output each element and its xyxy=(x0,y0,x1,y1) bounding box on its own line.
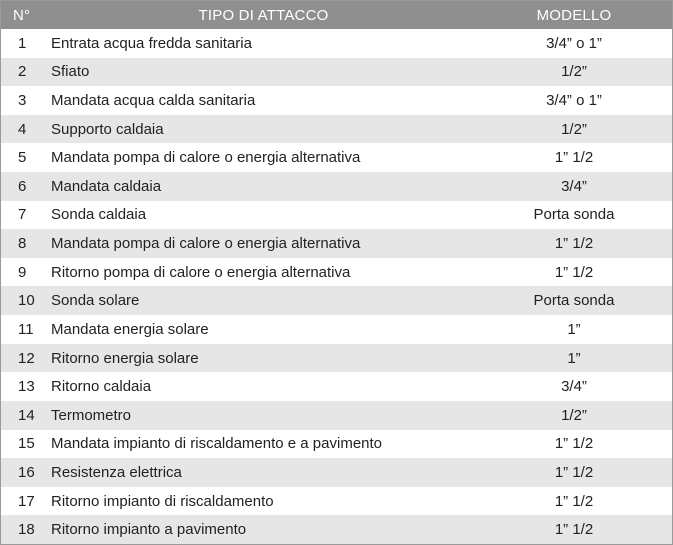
table-row xyxy=(1,286,672,315)
row-number: 14 xyxy=(1,401,51,430)
row-number: 6 xyxy=(1,172,51,201)
row-number: 3 xyxy=(1,86,51,115)
row-connection-type: Ritorno impianto di riscaldamento xyxy=(51,487,476,516)
row-number: 12 xyxy=(1,344,51,373)
row-model: 1” 1/2 xyxy=(476,229,672,258)
header-row xyxy=(1,1,672,29)
header-model: MODELLO xyxy=(476,1,672,29)
table-row xyxy=(1,401,672,430)
row-connection-type: Ritorno energia solare xyxy=(51,344,476,373)
row-connection-type: Entrata acqua fredda sanitaria xyxy=(51,29,476,58)
table-row xyxy=(1,115,672,144)
table-row xyxy=(1,58,672,87)
table-body xyxy=(1,29,672,544)
table-row xyxy=(1,458,672,487)
row-number: 7 xyxy=(1,201,51,230)
row-connection-type: Ritorno pompa di calore o energia alternativa xyxy=(51,258,476,287)
table-row xyxy=(1,430,672,459)
table-header xyxy=(1,1,672,29)
row-model: 1” 1/2 xyxy=(476,258,672,287)
row-connection-type: Ritorno caldaia xyxy=(51,372,476,401)
row-model: Porta sonda xyxy=(476,286,672,315)
table-row xyxy=(1,487,672,516)
row-model: 1/2” xyxy=(476,401,672,430)
row-model: 1” 1/2 xyxy=(476,143,672,172)
row-model: 1/2” xyxy=(476,115,672,144)
row-number: 11 xyxy=(1,315,51,344)
row-connection-type: Supporto caldaia xyxy=(51,115,476,144)
row-model: 1” 1/2 xyxy=(476,458,672,487)
row-model: 3/4” xyxy=(476,172,672,201)
row-model: 1” xyxy=(476,344,672,373)
row-number: 18 xyxy=(1,515,51,544)
row-connection-type: Resistenza elettrica xyxy=(51,458,476,487)
row-number: 4 xyxy=(1,115,51,144)
table-row xyxy=(1,344,672,373)
row-model: 1” 1/2 xyxy=(476,515,672,544)
table-row xyxy=(1,172,672,201)
row-connection-type: Mandata caldaia xyxy=(51,172,476,201)
connections-table xyxy=(1,1,672,544)
table-row xyxy=(1,229,672,258)
row-model: Porta sonda xyxy=(476,201,672,230)
header-number: N° xyxy=(1,1,51,29)
header-connection-type: TIPO DI ATTACCO xyxy=(51,1,476,29)
table-row xyxy=(1,515,672,544)
row-connection-type: Mandata energia solare xyxy=(51,315,476,344)
row-connection-type: Sonda caldaia xyxy=(51,201,476,230)
row-number: 17 xyxy=(1,487,51,516)
table-row xyxy=(1,258,672,287)
row-number: 2 xyxy=(1,58,51,87)
row-number: 13 xyxy=(1,372,51,401)
row-model: 1” xyxy=(476,315,672,344)
row-connection-type: Mandata pompa di calore o energia alternativa xyxy=(51,229,476,258)
row-connection-type: Sonda solare xyxy=(51,286,476,315)
row-connection-type: Termometro xyxy=(51,401,476,430)
row-connection-type: Ritorno impianto a pavimento xyxy=(51,515,476,544)
row-number: 15 xyxy=(1,430,51,459)
row-model: 1” 1/2 xyxy=(476,430,672,459)
row-number: 16 xyxy=(1,458,51,487)
row-model: 3/4” o 1” xyxy=(476,86,672,115)
table-row xyxy=(1,315,672,344)
row-model: 1/2” xyxy=(476,58,672,87)
row-number: 10 xyxy=(1,286,51,315)
table-row xyxy=(1,372,672,401)
table-row xyxy=(1,201,672,230)
row-number: 9 xyxy=(1,258,51,287)
row-number: 1 xyxy=(1,29,51,58)
row-number: 8 xyxy=(1,229,51,258)
row-number: 5 xyxy=(1,143,51,172)
table-row xyxy=(1,86,672,115)
row-model: 3/4” xyxy=(476,372,672,401)
row-model: 3/4” o 1” xyxy=(476,29,672,58)
table-row xyxy=(1,29,672,58)
row-model: 1” 1/2 xyxy=(476,487,672,516)
row-connection-type: Mandata pompa di calore o energia alternativa xyxy=(51,143,476,172)
row-connection-type: Mandata acqua calda sanitaria xyxy=(51,86,476,115)
table-row xyxy=(1,143,672,172)
row-connection-type: Sfiato xyxy=(51,58,476,87)
row-connection-type: Mandata impianto di riscaldamento e a pavimento xyxy=(51,430,476,459)
